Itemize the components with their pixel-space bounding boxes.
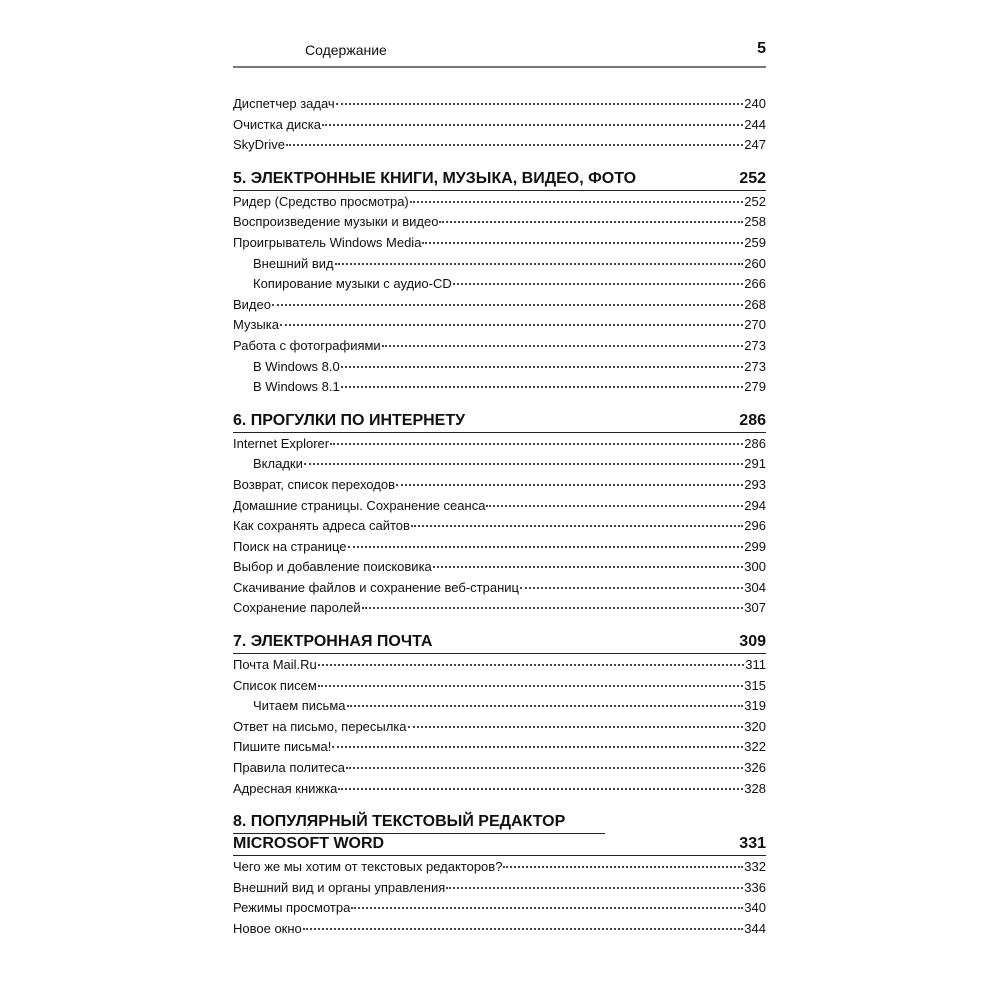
toc-entry xyxy=(233,919,766,940)
dot-leader xyxy=(503,866,743,868)
entry-page: 268 xyxy=(744,296,766,312)
chapter-page: 331 xyxy=(739,835,766,853)
entry-page: 326 xyxy=(744,760,766,776)
toc-entry xyxy=(233,192,766,213)
header-title: Содержание xyxy=(305,42,387,58)
chapter-title-line xyxy=(233,411,766,433)
entry-page: 294 xyxy=(744,497,766,513)
chapter-page: 309 xyxy=(739,633,766,651)
page-number: 5 xyxy=(757,40,766,57)
dot-leader xyxy=(304,463,743,465)
dot-leader xyxy=(453,283,744,285)
entry-page: 252 xyxy=(744,193,766,209)
entry-title: Правила политеса xyxy=(233,760,345,776)
toc-entry xyxy=(233,537,766,558)
entry-page: 244 xyxy=(744,116,766,132)
dot-leader xyxy=(410,201,744,203)
entry-page: 328 xyxy=(744,780,766,796)
entry-title: Адресная книжка xyxy=(233,780,338,796)
entry-title: Как сохранять адреса сайтов xyxy=(233,518,410,534)
dot-leader xyxy=(318,685,743,687)
dot-leader xyxy=(433,566,744,568)
toc-subentry xyxy=(233,357,766,378)
dot-leader xyxy=(318,664,744,666)
dot-leader xyxy=(486,505,743,507)
dot-leader xyxy=(336,103,744,105)
dot-leader xyxy=(332,746,743,748)
entry-title: Почта Mail.Ru xyxy=(233,657,317,673)
entry-page: 336 xyxy=(744,879,766,895)
entry-title: Новое окно xyxy=(233,921,302,936)
entry-title: Домашние страницы. Сохранение сеанса xyxy=(233,497,486,513)
toc-entry xyxy=(233,295,766,316)
entry-page: 300 xyxy=(744,559,766,575)
toc-subentry xyxy=(233,377,766,398)
entry-title: Ридер (Средство просмотра) xyxy=(233,193,409,209)
toc-entry xyxy=(233,655,766,676)
toc-entry xyxy=(233,212,766,233)
entry-title: Список писем xyxy=(233,677,317,693)
chapter-page: 252 xyxy=(739,169,766,187)
entry-title: Выбор и добавление поисковика xyxy=(233,559,432,575)
toc-subentry xyxy=(233,274,766,295)
entry-page: 311 xyxy=(745,657,766,673)
entry-title: Копирование музыки с аудио-CD xyxy=(253,276,452,292)
entry-title: В Windows 8.1 xyxy=(253,379,340,395)
dot-leader xyxy=(346,767,743,769)
chapter-title: 5. ЭЛЕКТРОННЫЕ КНИГИ, МУЗЫКА, ВИДЕО, ФОТО xyxy=(233,169,637,187)
entry-page: 273 xyxy=(744,358,766,374)
running-header xyxy=(233,40,766,68)
toc-entry xyxy=(233,857,766,878)
chapter-title-continued: MICROSOFT WORD xyxy=(233,835,385,853)
toc-entry xyxy=(233,779,766,800)
dot-leader xyxy=(351,907,743,909)
dot-leader xyxy=(348,546,744,548)
dot-leader xyxy=(303,928,744,930)
dot-leader xyxy=(330,443,743,445)
toc-entry xyxy=(233,115,766,136)
chapter-title-line xyxy=(233,834,766,856)
entry-title: Скачивание файлов и сохранение веб-страниц xyxy=(233,579,519,595)
toc-entry xyxy=(233,737,766,758)
entry-title: Чего же мы хотим от текстовых редакторов? xyxy=(233,859,503,875)
entry-title: Диспетчер задач xyxy=(233,96,335,111)
entry-page: 340 xyxy=(744,900,766,916)
entry-title: Возврат, список переходов xyxy=(233,476,395,492)
chapter-heading xyxy=(233,169,766,191)
chapter-title: 8. ПОПУЛЯРНЫЙ ТЕКСТОВЫЙ РЕДАКТОР xyxy=(233,813,566,831)
entry-title: Внешний вид xyxy=(253,255,334,271)
dot-leader xyxy=(520,587,743,589)
toc-entry xyxy=(233,758,766,779)
chapter-heading xyxy=(233,632,766,654)
entry-title: В Windows 8.0 xyxy=(253,358,340,374)
entry-page: 286 xyxy=(744,435,766,451)
entry-page: 273 xyxy=(744,337,766,353)
dot-leader xyxy=(422,242,743,244)
entry-title: Очистка диска xyxy=(233,116,321,132)
entry-page: 240 xyxy=(744,96,766,111)
dot-leader xyxy=(338,788,743,790)
entry-page: 322 xyxy=(744,739,766,755)
chapter-title: 6. ПРОГУЛКИ ПО ИНТЕРНЕТУ xyxy=(233,411,466,429)
toc-entry xyxy=(233,315,766,336)
toc-entry xyxy=(233,496,766,517)
entry-page: 293 xyxy=(744,476,766,492)
toc-subentry xyxy=(233,696,766,717)
entry-title: Internet Explorer xyxy=(233,435,330,451)
toc-entry xyxy=(233,717,766,738)
dot-leader xyxy=(272,304,743,306)
dot-leader xyxy=(341,386,744,388)
dot-leader xyxy=(396,484,743,486)
dot-leader xyxy=(439,221,743,223)
chapter-title-line xyxy=(233,632,766,654)
chapter-title: 7. ЭЛЕКТРОННАЯ ПОЧТА xyxy=(233,633,433,651)
entry-page: 247 xyxy=(744,137,766,153)
entry-page: 299 xyxy=(744,538,766,554)
entry-title: Воспроизведение музыки и видео xyxy=(233,214,439,230)
table-of-contents xyxy=(233,94,766,940)
chapter-heading xyxy=(233,812,766,856)
entry-page: 259 xyxy=(744,234,766,250)
toc-entry xyxy=(233,878,766,899)
entry-page: 296 xyxy=(744,518,766,534)
entry-title: Поиск на странице xyxy=(233,538,347,554)
dot-leader xyxy=(341,366,744,368)
chapter-heading xyxy=(233,411,766,433)
toc-entry xyxy=(233,475,766,496)
entry-page: 260 xyxy=(744,255,766,271)
toc-entry xyxy=(233,598,766,619)
chapter-page: 286 xyxy=(739,411,766,429)
dot-leader xyxy=(411,525,743,527)
entry-title: Работа с фотографиями xyxy=(233,337,381,353)
entry-page: 315 xyxy=(744,677,766,693)
entry-title: Проигрыватель Windows Media xyxy=(233,234,422,250)
entry-title: Ответ на письмо, пересылка xyxy=(233,718,407,734)
toc-subentry xyxy=(233,254,766,275)
dot-leader xyxy=(446,887,743,889)
entry-title: Видео xyxy=(233,296,271,312)
dot-leader xyxy=(322,124,743,126)
entry-title: SkyDrive xyxy=(233,137,286,153)
entry-page: 279 xyxy=(744,379,766,395)
entry-title: Вкладки xyxy=(253,456,303,472)
dot-leader xyxy=(382,345,744,347)
dot-leader xyxy=(286,144,743,146)
toc-entry xyxy=(233,336,766,357)
entry-page: 304 xyxy=(744,579,766,595)
toc-entry xyxy=(233,557,766,578)
entry-title: Пишите письма! xyxy=(233,739,332,755)
dot-leader xyxy=(335,263,744,265)
toc-entry xyxy=(233,233,766,254)
entry-title: Музыка xyxy=(233,317,279,333)
toc-entry xyxy=(233,578,766,599)
dot-leader xyxy=(347,705,744,707)
toc-entry xyxy=(233,434,766,455)
dot-leader xyxy=(280,324,743,326)
toc-entry xyxy=(233,676,766,697)
entry-page: 270 xyxy=(744,317,766,333)
toc-entry xyxy=(233,516,766,537)
entry-title: Режимы просмотра xyxy=(233,900,351,916)
entry-title: Сохранение паролей xyxy=(233,600,361,616)
toc-entry xyxy=(233,898,766,919)
entry-page: 266 xyxy=(744,276,766,292)
entry-title: Внешний вид и органы управления xyxy=(233,879,446,895)
entry-page: 258 xyxy=(744,214,766,230)
entry-page: 320 xyxy=(744,718,766,734)
toc-subentry xyxy=(233,454,766,475)
entry-page: 344 xyxy=(744,921,766,936)
entry-page: 307 xyxy=(744,600,766,616)
toc-entry xyxy=(233,94,766,115)
chapter-title-line xyxy=(233,812,605,834)
dot-leader xyxy=(362,607,744,609)
entry-title: Читаем письма xyxy=(253,698,346,714)
entry-page: 332 xyxy=(744,859,766,875)
entry-page: 291 xyxy=(744,456,766,472)
entry-page: 319 xyxy=(744,698,766,714)
dot-leader xyxy=(408,726,744,728)
chapter-title-line xyxy=(233,169,766,191)
toc-entry xyxy=(233,135,766,156)
